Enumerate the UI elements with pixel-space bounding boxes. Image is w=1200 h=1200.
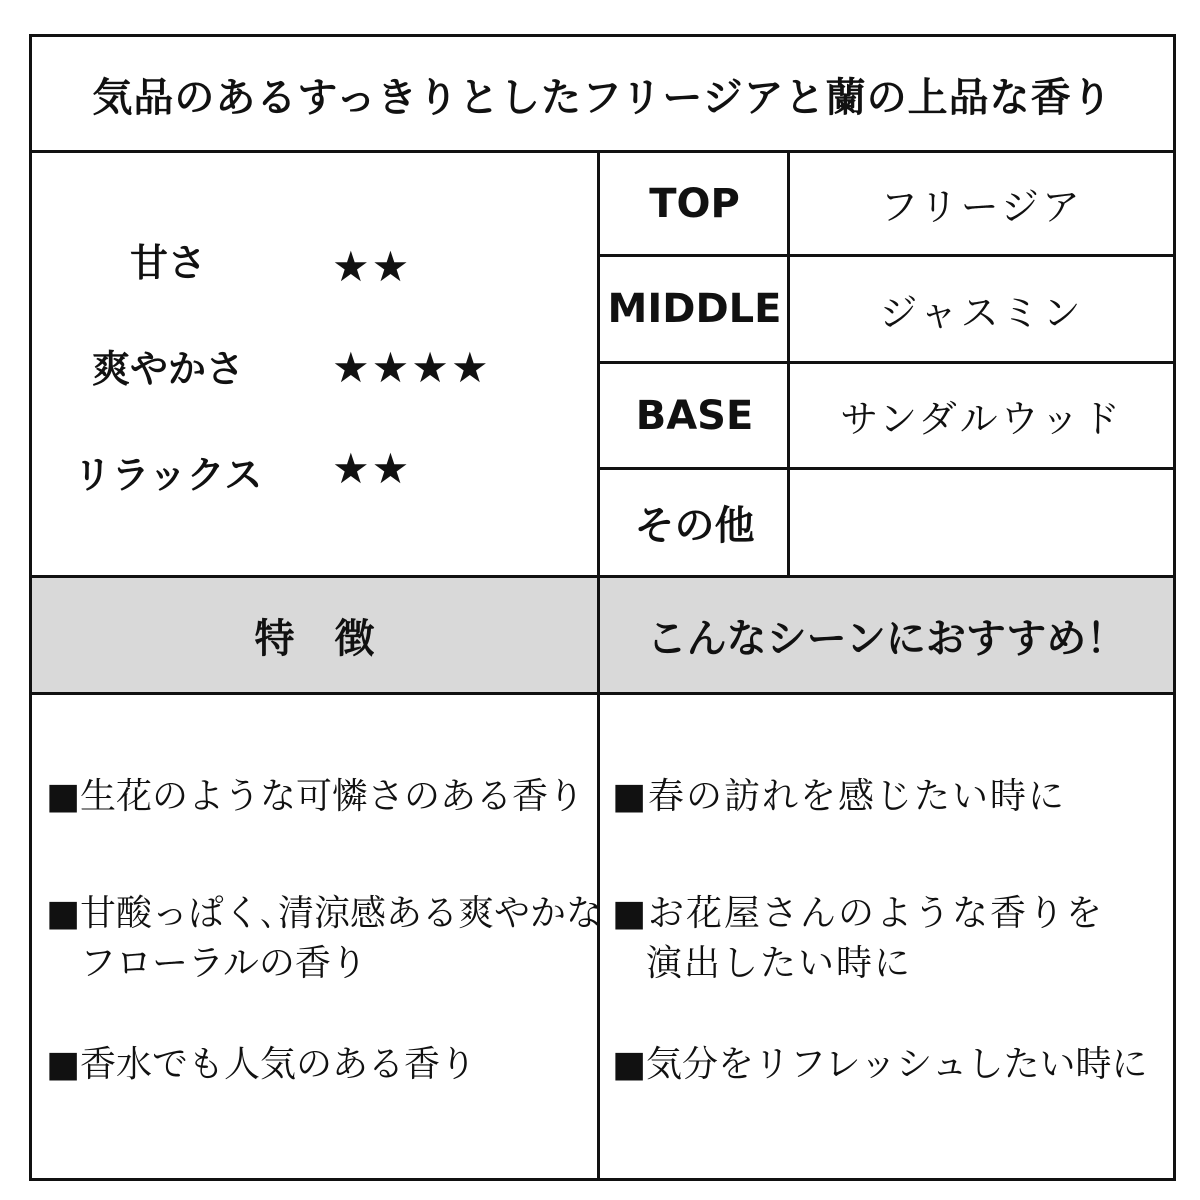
feature-item-text: ■生花のような可憐さのある香り <box>46 776 585 817</box>
note-value-top: フリージア <box>880 185 1083 229</box>
scene-item <box>612 772 1066 822</box>
rating-label-relax: リラックス <box>73 453 263 497</box>
scene-item-text: ■お花屋さんのような香りを <box>612 893 1105 934</box>
rating-label-sweetness: 甘さ <box>129 241 206 285</box>
feature-item <box>46 772 584 822</box>
scenes-heading: こんなシーンにおすすめ！ <box>646 616 1127 662</box>
note-key-middle: MIDDLE <box>607 286 782 332</box>
scene-item-text: ■気分をリフレッシュしたい時に <box>612 1044 1148 1085</box>
scene-item <box>612 889 1104 989</box>
feature-item-text-cont: フローラルの香り <box>80 943 367 984</box>
feature-item <box>46 1040 476 1090</box>
note-key-base: BASE <box>635 392 754 439</box>
note-key-other: その他 <box>634 503 755 549</box>
features-heading: 特 徴 <box>254 616 375 662</box>
note-value-middle: ジャスミン <box>879 290 1084 335</box>
rating-stars-sweetness: ★★ <box>332 242 412 291</box>
rating-label-freshness: 爽やかさ <box>91 347 244 391</box>
note-key-top: TOP <box>649 180 740 227</box>
scene-item-text-cont: 演出したい時に <box>646 943 913 984</box>
rating-stars-freshness: ★★★★ <box>332 343 491 392</box>
rating-stars-relax: ★★ <box>332 444 412 493</box>
page-title: 気品のあるすっきりとしたフリージアと蘭の上品な香り <box>92 74 1113 121</box>
note-value-other <box>790 470 1173 575</box>
scene-item-text: ■春の訪れを感じたい時に <box>612 776 1067 817</box>
note-value-base: サンダルウッド <box>840 397 1123 441</box>
feature-item-text: ■甘酸っぱく､清涼感ある爽やかな <box>46 893 603 934</box>
feature-item-text: ■香水でも人気のある香り <box>46 1044 477 1085</box>
scene-item <box>612 1040 1148 1090</box>
feature-item <box>46 889 602 989</box>
